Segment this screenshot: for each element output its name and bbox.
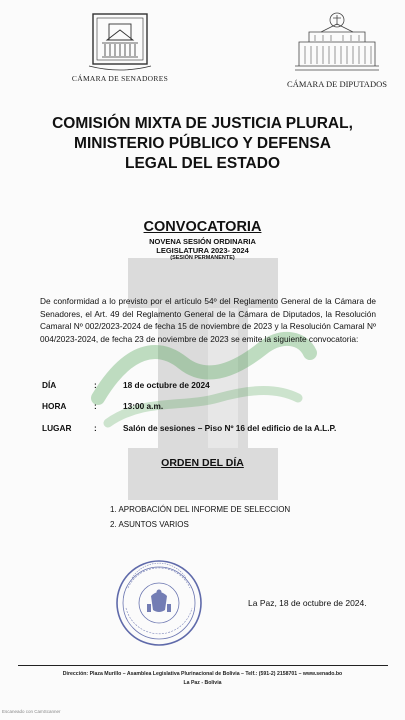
deputies-caption: CÁMARA DE DIPUTADOS [287,79,387,89]
detail-label: HORA [42,401,67,411]
footer-line-1: Dirección: Plaza Murillo – Asamblea Legislativa Plurinacional de Bolivia – Telf.: (591-2) 2158701 – www.senado.bo [62,671,343,677]
legislature-period: LEGISLATURA 2023- 2024 [156,246,249,255]
title-line-2: MINISTERIO PÚBLICO Y DEFENSA [74,135,331,152]
footer-line-2: La Paz - Bolivia [183,680,222,686]
footer-address [0,670,405,688]
legal-basis-paragraph: De conformidad a lo previsto por el artículo 54º del Reglamento General de la Cámara de Senadores, el Art. 49 del Reglamento General de la Cámara de Diputados, la Resolución Camaral Nº 002/2023-2024 de fecha 15 de noviembre de 2023 y la Resolución Camaral Nº 004/2023-2024, de fecha 23 de noviembre de 2023 se emite la siguiente convocatoria: [40,296,376,344]
watermark-logo [88,248,318,510]
detail-separator: : [94,401,97,411]
convocatoria-heading: CONVOCATORIA [143,219,262,235]
agenda-item: 2. ASUNTOS VARIOS [110,520,189,529]
detail-separator: : [94,380,97,390]
commission-title [20,114,385,174]
place-and-date: La Paz, 18 de octubre de 2024. [248,598,367,608]
official-seal-stamp [114,558,204,648]
senate-caption: CÁMARA DE SENADORES [71,74,169,83]
detail-separator: : [94,423,97,433]
title-line-3: LEGAL DEL ESTADO [124,155,280,172]
deputies-emblem-icon [287,8,387,78]
convocatoria-block [0,219,405,261]
agenda-list [110,502,290,532]
permanent-session: (SESIÓN PERMANENTE) [170,255,235,261]
detail-value: 18 de octubre de 2024 [123,380,210,390]
detail-label: LUGAR [42,423,72,433]
detail-label: DÍA [42,380,57,390]
detail-value: 13:00 a.m. [123,401,164,411]
agenda-item: 1. APROBACIÓN DEL INFORME DE SELECCION [110,505,291,514]
session-name: NOVENA SESIÓN ORDINARIA [149,237,256,246]
scanner-watermark-text: Escaneado con CamScanner [2,709,61,714]
detail-value: Salón de sesiones – Piso Nº 16 del edificio de la A.L.P. [123,423,337,433]
deputies-logo [282,8,392,98]
orden-del-dia-heading: ORDEN DEL DÍA [161,457,244,469]
title-line-1: COMISIÓN MIXTA DE JUSTICIA PLURAL, [52,115,353,132]
senate-logo [70,10,170,90]
footer-divider [18,665,388,666]
senate-emblem-icon [85,10,155,72]
